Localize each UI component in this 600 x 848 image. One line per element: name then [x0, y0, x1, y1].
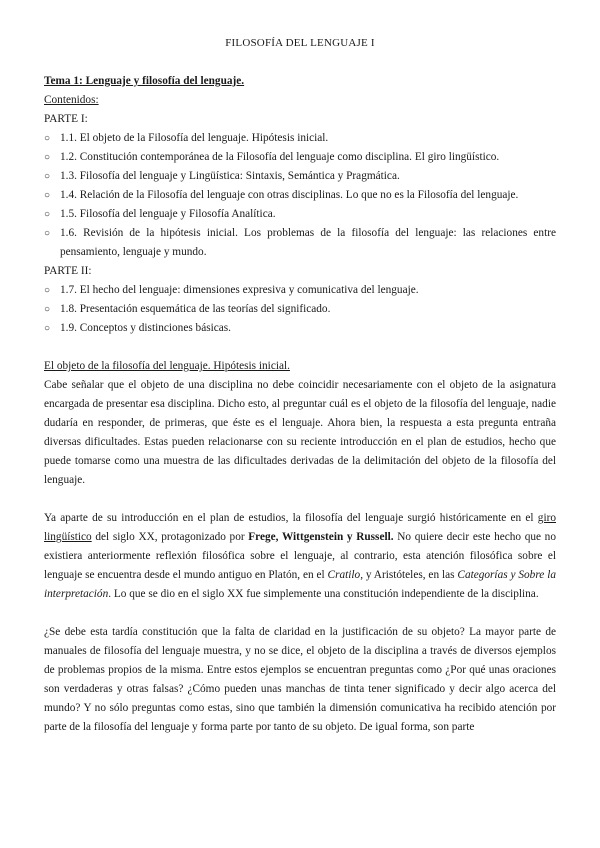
toc-item-text: 1.5. Filosofía del lenguaje y Filosofía Analítica.	[60, 208, 276, 220]
paragraph-2	[44, 509, 556, 604]
paragraph-text: del siglo XX, protagonizado por	[91, 531, 249, 543]
bullet-icon: ○	[44, 133, 51, 144]
authors-names: Frege, Wittgenstein y Russell.	[248, 531, 394, 543]
bullet-icon: ○	[44, 323, 51, 334]
document-header: FILOSOFÍA DEL LENGUAJE I	[225, 37, 375, 49]
toc-item-text: 1.2. Constitución contemporánea de la Filosofía del lenguaje como disciplina. El giro lingüístico.	[60, 151, 500, 163]
section-heading: El objeto de la filosofía del lenguaje. Hipótesis inicial.	[44, 360, 290, 372]
toc-item-text: 1.9. Conceptos y distinciones básicas.	[60, 322, 231, 334]
toc-item-text: 1.7. El hecho del lenguaje: dimensiones expresiva y comunicativa del lenguaje.	[60, 284, 419, 296]
categorias-title: Categorías y Sobre la interpretación	[44, 569, 556, 600]
parte2-label: PARTE II:	[44, 265, 92, 277]
toc-item	[44, 129, 556, 148]
paragraph-1: Cabe señalar que el objeto de una disciplina no debe coincidir necesariamente con el objeto de la asignatura encargada de presentar esa disciplina. Dicho esto, al preguntar cuál es el objeto de la filosofía del lenguaje, nadie dudaría en responder, de primeras, que éste es el lenguaje. Ahora bien, la respuesta a esta pregunta entraña diversas dificultades. Estas pueden relacionarse con su reciente introducción en el plan de estudios, hecho que puede tomarse como una muestra de las dificultades derivadas de la delimitación del objeto de la filosofía del lenguaje.	[44, 379, 556, 486]
bullet-icon: ○	[44, 190, 51, 201]
toc-item-text: 1.8. Presentación esquemática de las teorías del significado.	[60, 303, 331, 315]
toc-item-text: 1.3. Filosofía del lenguaje y Lingüística: Sintaxis, Semántica y Pragmática.	[60, 170, 400, 182]
contenidos-label: Contenidos:	[44, 94, 99, 106]
giro-linguistico-link: giro lingüístico	[44, 512, 556, 543]
paragraph-text: , y Aristóteles, en las	[360, 569, 458, 581]
cratilo-title: Cratilo	[327, 569, 361, 581]
spacer	[44, 604, 556, 623]
bullet-icon: ○	[44, 171, 51, 182]
toc-item-text: 1.1. El objeto de la Filosofía del lenguaje. Hipótesis inicial.	[60, 132, 329, 144]
bullet-icon: ○	[44, 209, 51, 220]
toc-item-text: 1.6. Revisión de la hipótesis inicial. Los problemas de la filosofía del lenguaje: las relaciones entre pensamiento, lenguaje y mundo.	[60, 227, 556, 258]
toc-item	[44, 186, 556, 205]
spacer	[44, 490, 556, 509]
bullet-icon: ○	[44, 228, 51, 239]
toc-item-text: 1.4. Relación de la Filosofía del lenguaje con otras disciplinas. Lo que no es la Filosofía del lenguaje.	[60, 189, 519, 201]
toc-item	[44, 300, 556, 319]
paragraph-3: ¿Se debe esta tardía constitución que la falta de claridad en la justificación de su objeto? La mayor parte de manuales de filosofía del lenguaje muestra, y no se dice, el objeto de la disciplina a través de diversos ejemplos de problemas propios de la misma. Entre estos ejemplos se encuentran preguntas como ¿Por qué unas oraciones son verdaderas y otras falsas? ¿Cómo pueden unas manchas de tinta tener significado y decir algo acerca del mundo? Y no sólo preguntas como estas, sino que también la dimensión comunicativa ha recibido atención por parte de la filosofía del lenguaje y forma parte por tanto de su objeto. De igual forma, son parte	[44, 626, 556, 733]
bullet-icon: ○	[44, 285, 51, 296]
parte2-list	[44, 281, 556, 338]
bullet-icon: ○	[44, 304, 51, 315]
toc-item	[44, 167, 556, 186]
parte1-list	[44, 129, 556, 262]
toc-item	[44, 319, 556, 338]
toc-item	[44, 224, 556, 262]
toc-item	[44, 205, 556, 224]
toc-item	[44, 281, 556, 300]
tema-title: Tema 1: Lenguaje y filosofía del lenguaje.	[44, 75, 245, 87]
paragraph-text: Ya aparte de su introducción en el plan de estudios, la filosofía del lenguaje surgió históricamente en el	[44, 512, 538, 524]
document-body	[44, 72, 556, 737]
paragraph-text: No quiere decir este hecho que no existiera anteriormente reflexión filosófica sobre el lenguaje, al contrario, esta atención filosófica sobre el lenguaje se encuentra desde el mundo antiguo en Platón, en el	[44, 531, 556, 581]
spacer	[44, 338, 556, 357]
paragraph-text: . Lo que se dio en el siglo XX fue simplemente una constitución independiente de la disciplina.	[108, 588, 539, 600]
toc-item	[44, 148, 556, 167]
parte1-label: PARTE I:	[44, 113, 88, 125]
bullet-icon: ○	[44, 152, 51, 163]
